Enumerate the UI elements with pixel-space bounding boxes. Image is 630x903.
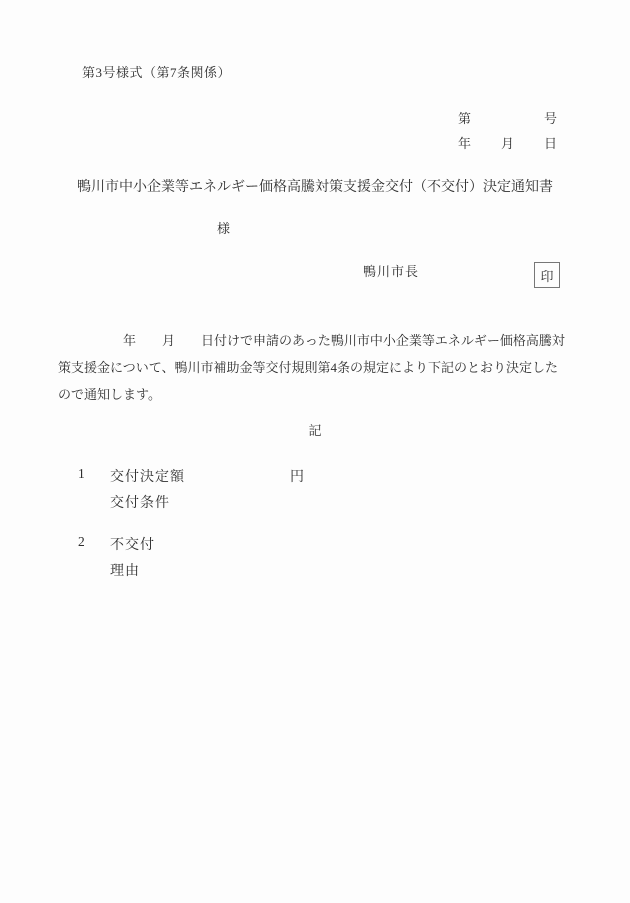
form-number: 第3号様式（第7条関係）: [82, 65, 232, 80]
list-item: [0, 466, 630, 484]
list-item: [0, 534, 630, 552]
list-item: [0, 560, 630, 578]
item-label: 交付条件: [110, 496, 170, 511]
body-paragraph-line: 策支援金について、鴨川市補助金等交付規則第4条の規定により下記のとおり決定した: [58, 360, 558, 375]
date-year-label: 年: [458, 136, 472, 151]
doc-number-prefix: 第: [458, 111, 472, 126]
date-line: [458, 133, 557, 152]
addressee-honorific: 様: [217, 221, 231, 236]
list-item: [0, 492, 630, 510]
item-number: 2: [78, 534, 85, 549]
sender-name: 鴨川市長: [363, 264, 420, 279]
document-title: 鴨川市中小企業等エネルギー価格高騰対策支援金交付（不交付）決定通知書: [77, 180, 553, 195]
document-number-line: [458, 108, 557, 127]
seal-box: [534, 262, 560, 288]
item-label: 不交付: [110, 538, 155, 553]
item-label: 交付決定額: [110, 470, 185, 485]
seal-label: 印: [540, 268, 554, 284]
item-label: 理由: [110, 564, 140, 579]
body-paragraph-line: ので通知します。: [58, 387, 161, 402]
item-number: 1: [78, 466, 85, 481]
date-month-label: 月: [500, 136, 514, 151]
date-day-label: 日: [543, 136, 557, 151]
doc-number-suffix: 号: [543, 111, 557, 126]
record-marker: 記: [308, 423, 322, 438]
item-unit: 円: [290, 470, 304, 485]
body-paragraph-line: 年 月 日付けで申請のあった鴨川市中小企業等エネルギー価格高騰対: [58, 333, 565, 348]
